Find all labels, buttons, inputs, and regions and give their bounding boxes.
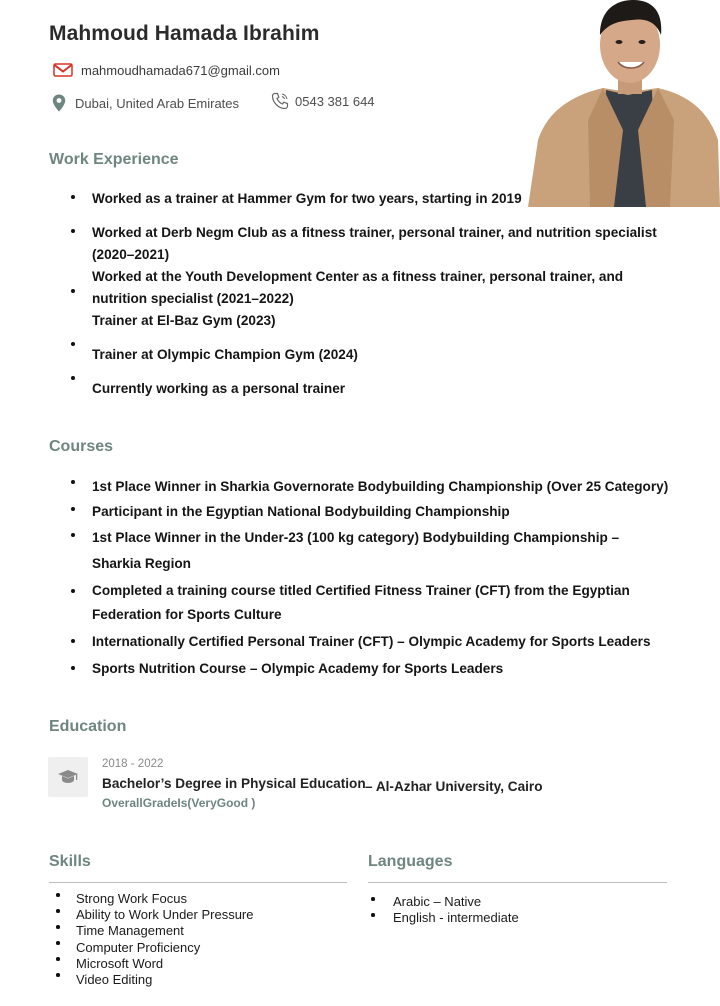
course-item-continuation: Sharkia Region — [92, 556, 191, 571]
work-item-continuation: nutrition specialist (2021–2022) — [92, 291, 294, 306]
bullet-dot — [56, 973, 60, 977]
education-heading: Education — [49, 718, 127, 735]
skills-heading: Skills — [49, 853, 91, 870]
languages-heading: Languages — [368, 853, 453, 870]
location-pin-icon — [52, 94, 66, 112]
location-row — [52, 94, 239, 112]
bullet-dot — [71, 342, 75, 346]
phone-text[interactable]: 0543 381 644 — [295, 93, 375, 109]
work-item: Worked at Derb Negm Club as a fitness trainer, personal trainer, and nutrition specialist — [92, 225, 657, 240]
profile-photo — [528, 0, 720, 207]
bullet-dot — [371, 897, 375, 901]
email-text[interactable]: mahmoudhamada671@gmail.com — [81, 62, 280, 78]
language-item: English - intermediate — [393, 910, 519, 925]
work-item: Worked at the Youth Development Center as a fitness trainer, personal trainer, and — [92, 269, 624, 284]
education-dates: 2018 - 2022 — [102, 758, 164, 770]
bullet-dot — [56, 925, 60, 929]
work-experience-heading: Work Experience — [49, 151, 179, 168]
bullet-dot — [71, 666, 75, 670]
bullet-dot — [71, 589, 75, 593]
work-item: Trainer at Olympic Champion Gym (2024) — [92, 347, 358, 362]
course-item: Participant in the Egyptian National Bodybuilding Championship — [92, 504, 510, 519]
bullet-dot — [371, 913, 375, 917]
work-item: Currently working as a personal trainer — [92, 381, 346, 396]
skill-item: Time Management — [76, 923, 184, 938]
gmail-icon — [53, 62, 73, 78]
education-degree: Bachelor’s Degree in Physical Education — [102, 776, 366, 791]
bullet-dot — [71, 480, 75, 484]
skills-divider — [49, 882, 347, 883]
bullet-dot — [71, 507, 75, 511]
course-item: 1st Place Winner in Sharkia Governorate Bodybuilding Championship (Over 25 Category) — [92, 479, 669, 494]
language-item: Arabic – Native — [393, 894, 482, 909]
work-item-continuation: (2020–2021) — [92, 247, 170, 262]
phone-row — [271, 92, 375, 110]
bullet-dot — [71, 639, 75, 643]
bullet-dot — [56, 941, 60, 945]
course-item: 1st Place Winner in the Under-23 (100 kg category) Bodybuilding Championship – — [92, 530, 620, 545]
phone-icon — [271, 92, 289, 110]
candidate-name: Mahmoud Hamada Ibrahim — [49, 22, 320, 45]
bullet-dot — [56, 909, 60, 913]
education-university: – Al-Azhar University, Cairo — [365, 779, 543, 794]
skill-item: Ability to Work Under Pressure — [76, 907, 254, 922]
course-item: Internationally Certified Personal Trainer (CFT) – Olympic Academy for Sports Leaders — [92, 634, 651, 649]
bullet-dot — [71, 229, 75, 233]
skill-item: Strong Work Focus — [76, 891, 188, 906]
courses-heading: Courses — [49, 438, 114, 455]
course-item: Sports Nutrition Course – Olympic Academy for Sports Leaders — [92, 661, 504, 676]
work-item: Trainer at El-Baz Gym (2023) — [92, 313, 276, 328]
work-item: Worked as a trainer at Hammer Gym for two years, starting in 2019 — [92, 191, 522, 206]
languages-divider — [368, 882, 667, 883]
skill-item: Microsoft Word — [76, 956, 164, 971]
skill-item: Computer Proficiency — [76, 940, 201, 955]
course-item-continuation: Federation for Sports Culture — [92, 607, 282, 622]
course-item: Completed a training course titled Certified Fitness Trainer (CFT) from the Egyptian — [92, 583, 630, 598]
bullet-dot — [71, 376, 75, 380]
bullet-dot — [71, 195, 75, 199]
bullet-dot — [56, 893, 60, 897]
bullet-dot — [56, 957, 60, 961]
email-row — [53, 62, 280, 78]
bullet-dot — [71, 533, 75, 537]
bullet-dot — [71, 289, 75, 293]
graduation-cap-icon — [48, 757, 88, 797]
skill-item: Video Editing — [76, 972, 153, 987]
education-grade: OverallGradeIs(VeryGood ) — [102, 796, 256, 810]
location-text: Dubai, United Arab Emirates — [75, 95, 240, 111]
